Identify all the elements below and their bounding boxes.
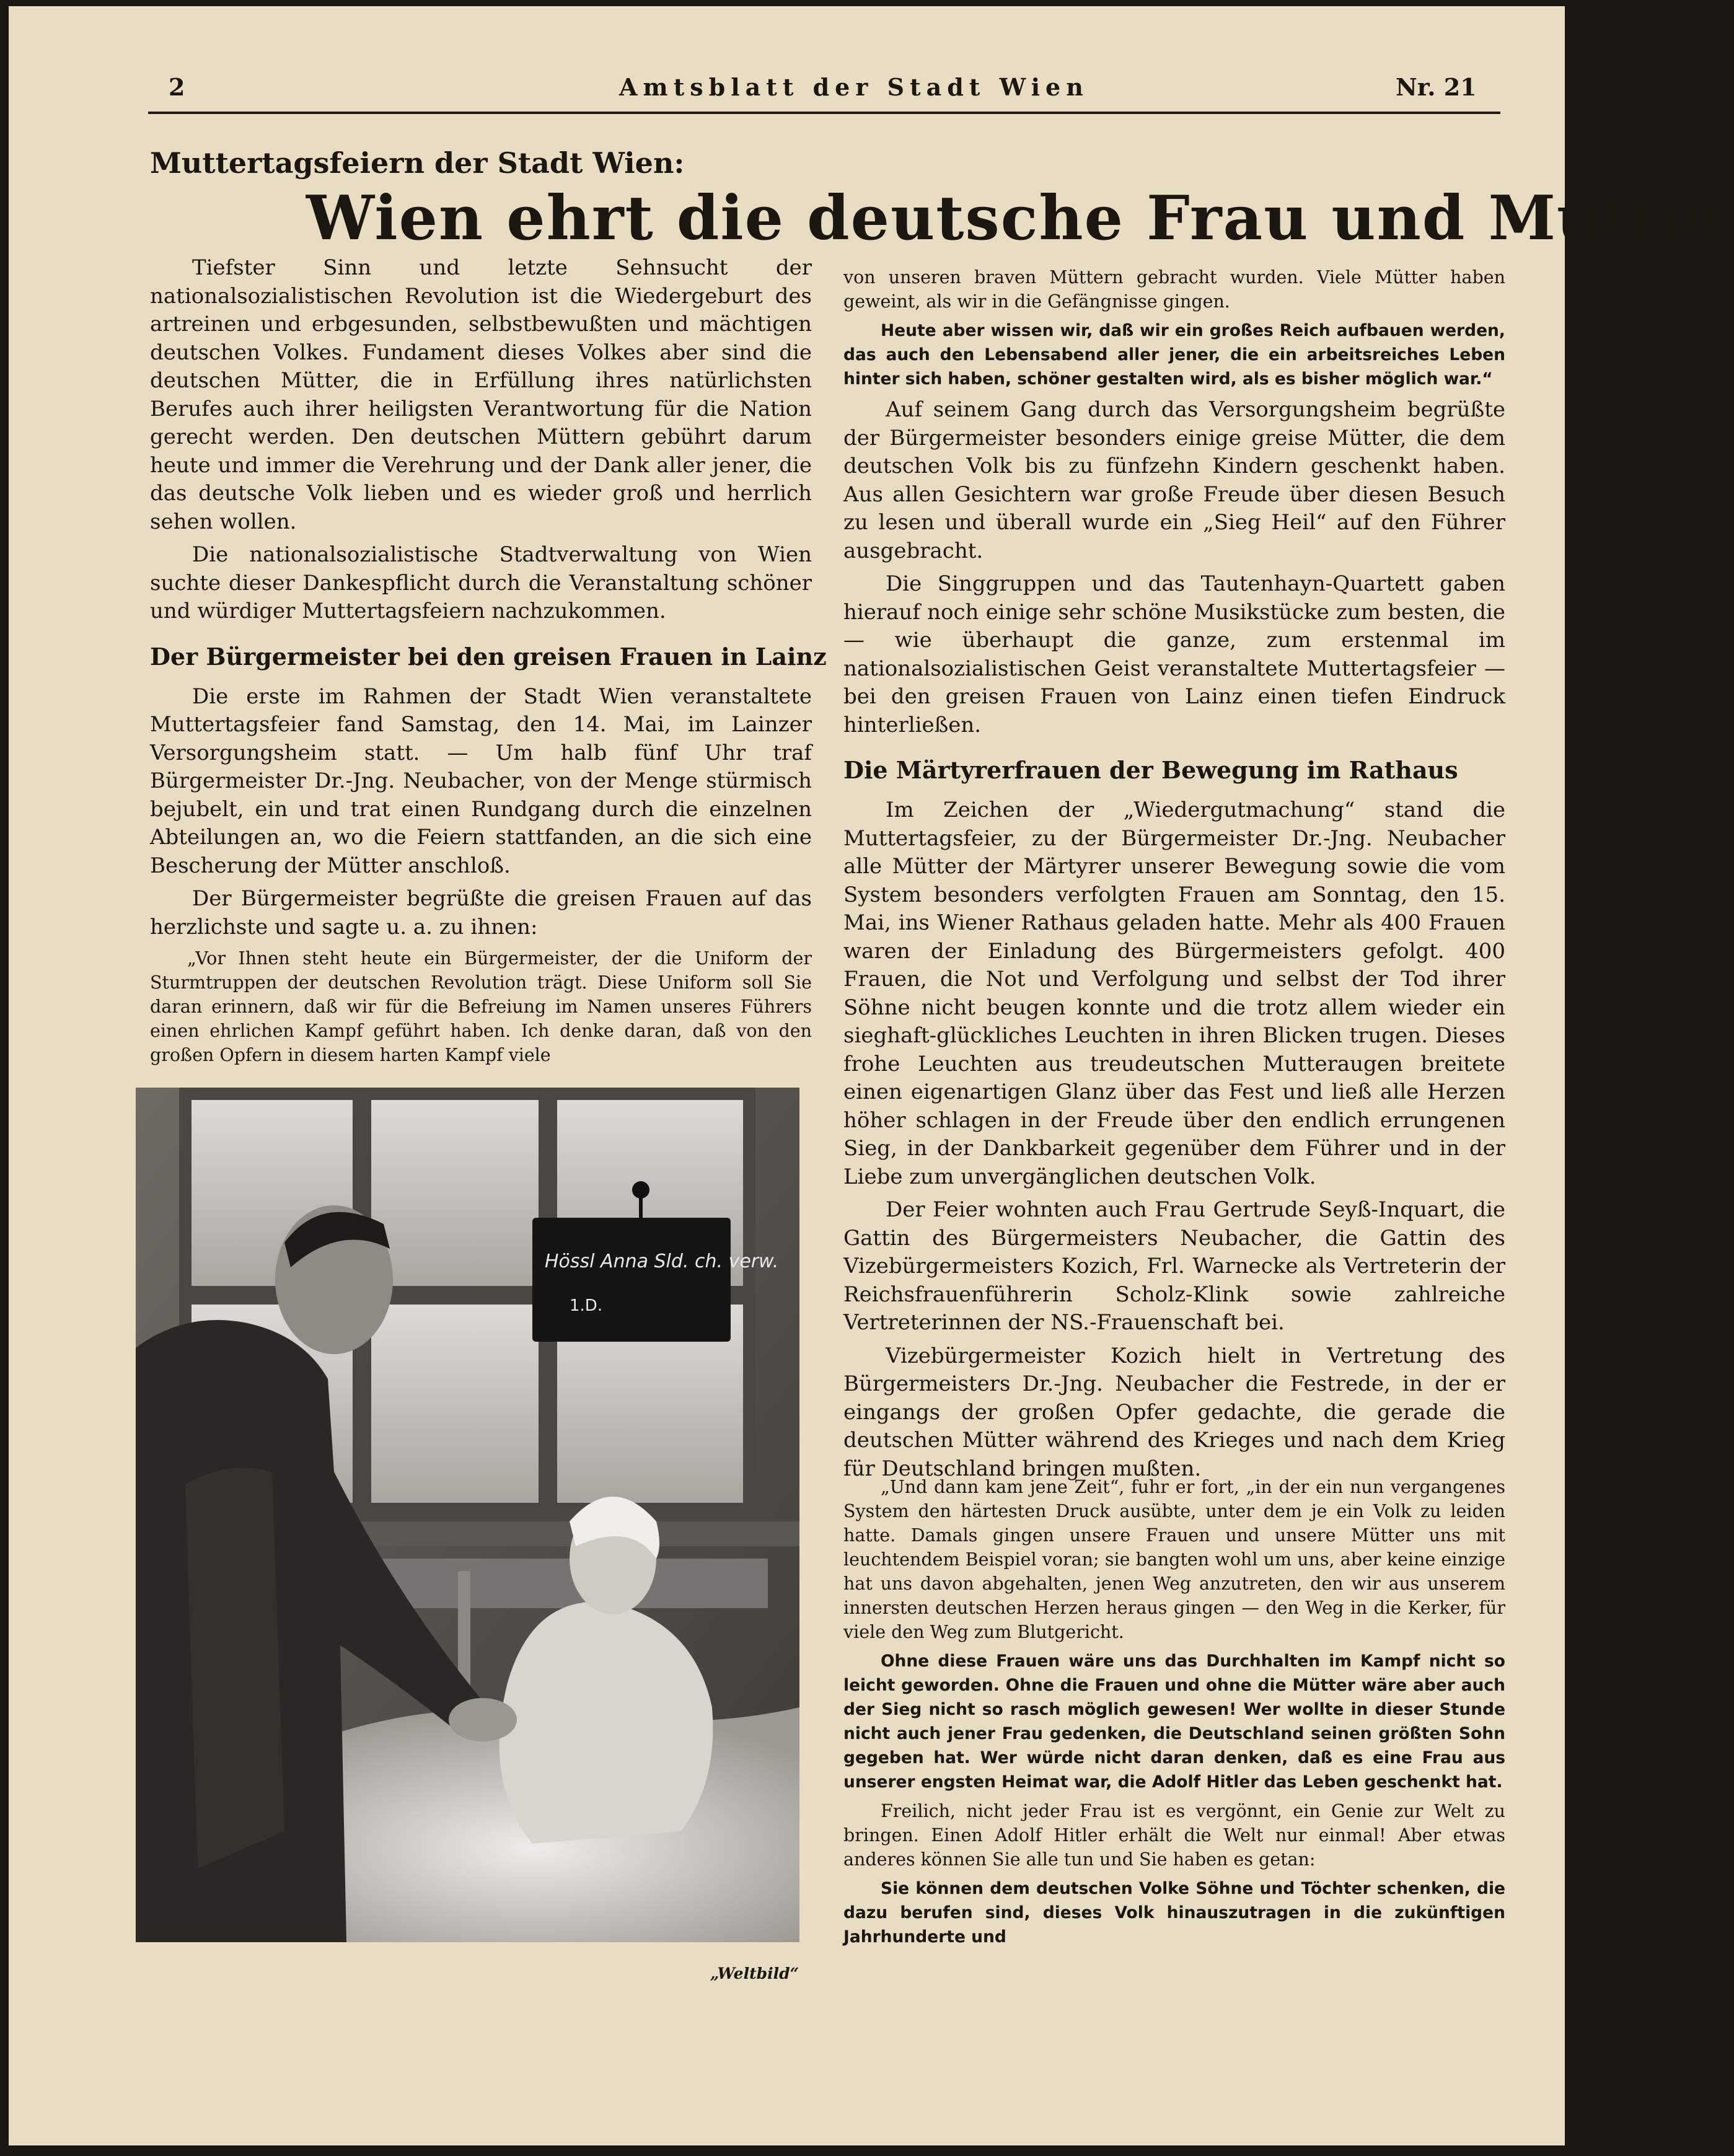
article-kicker: Muttertagsfeiern der Stadt Wien: [150,146,685,180]
quote-bold-paragraph: Heute aber wissen wir, daß wir ein großes Reich aufbauen werden, das auch den Lebensabend aller jener, die ein arbeitsreiches Leben hinter sich haben, schöner gestalten wird, als es bisher möglich war.“ [843,321,1505,389]
speech-bold-paragraph: Ohne diese Frauen wäre uns das Durchhalten im Kampf nicht so leicht geworden. Ohne die Frauen und ohne die Mütter wäre aber auch der Sieg nicht so rasch möglich gewesen! Wer wollte in dieser Stunde nicht auch jener Frau gedenken, die Deutschland seinen größten Sohn gegeben hat. Wer würde nicht daran denken, daß es eine Frau aus unserer engsten Heimat war, die Adolf Hitler das Leben geschenkt hat. [843,1652,1505,1792]
quote-paragraph: „Vor Ihnen steht heute ein Bürgermeister, der die Uniform der Sturmtruppen der deutschen Revolution trägt. Diese Uniform soll Sie daran erinnern, daß wir für die Befreiung im Namen unseres Führers einen ehrlichen Kampf geführt haben. Ich denke daran, daß von den großen Opfern in diesem harten Kampf viele [150,948,812,1065]
header-rule [148,112,1500,114]
speech-paragraph: „Und dann kam jene Zeit“, fuhr er fort, „in der ein nun vergangenes System den härtesten Druck ausübte, unter dem je ein Volk zu leiden hatte. Damals gingen unsere Frauen und unsere Mütter uns mit leuchtendem Beispiel voran; sie bangten wohl um uns, aber keine einzige hat uns davon abgehalten, jenen Weg anzutreten, den wir aus unserem innersten deutschen Herzen heraus gingen — den Weg in die Kerker, für viele den Weg zum Blutgericht. [843,1477,1505,1642]
subheading-rathaus: Die Märtyrerfrauen der Bewegung im Rathaus [843,756,1458,784]
speech-block [843,1475,1505,1954]
paragraph: Tiefster Sinn und letzte Sehnsucht der nationalsozialistischen Revolution ist die Wiedergeburt des artreinen und erbgesunden, selbstbewußten und mächtigen deutschen Volkes. Fundament dieses Volkes aber sind die deutschen Mütter, die in Erfüllung ihres natürlichsten Berufes auch ihrer heiligsten Verantwortung für die Nation gerecht werden. Den deutschen Müttern gebührt darum heute und immer die Verehrung und der Dank aller jener, die das deutsche Volk lieben und es wieder groß und herrlich sehen wollen. [150,255,812,534]
newspaper-page [9,6,1734,2145]
news-photo [136,1088,799,1942]
page-number: 2 [169,73,185,101]
sign-number: 1.D. [570,1296,603,1315]
sign-text: Hössl Anna Sld. ch. verw. [545,1251,779,1272]
quote-paragraph: von unseren braven Müttern gebracht wurden. Viele Mütter haben geweint, als wir in die Gefängnisse gingen. [843,267,1505,312]
photo-credit: „Weltbild“ [710,1965,799,1982]
paragraph: Die erste im Rahmen der Stadt Wien veranstaltete Muttertagsfeier fand Samstag, den 14. Mai, im Lainzer Versorgungsheim statt. — Um halb fünf Uhr traf Bürgermeister Dr.-Jng. Neubacher, von der Menge stürmisch bejubelt, ein und trat einen Rundgang durch die einzelnen Abteilungen an, wo die Feiern stattfanden, an die sich eine Bescherung der Mütter anschloß. [150,684,812,878]
left-column [150,254,827,1072]
paragraph: Der Feier wohnten auch Frau Gertrude Seyß-Inquart, die Gattin des Bürgermeisters Neubacher, die Gattin des Vizebürgermeisters Kozich, Frl. Warnecke als Vertreterin der Reichsfrauenführerin Scholz-Klink sowie zahlreiche Vertreterinnen der NS.-Frauenschaft bei. [843,1197,1505,1335]
paragraph: Auf seinem Gang durch das Versorgungsheim begrüßte der Bürgermeister besonders einige greise Mütter, die dem deutschen Volk bis zu fünfzehn Kindern geschenkt haben. Aus allen Gesichtern war große Freude über diesen Besuch zu lesen und überall wurde ein „Sieg Heil“ auf den Führer ausgebracht. [843,397,1505,563]
issue-number: Nr. 21 [1396,73,1477,101]
paragraph: Der Bürgermeister begrüßte die greisen Frauen auf das herzlichste und sagte u. a. zu ihnen: [150,886,812,939]
speech-paragraph: Freilich, nicht jeder Frau ist es vergönnt, ein Genie zur Welt zu bringen. Einen Adolf Hitler erhält die Welt nur einmal! Aber etwas anderes können Sie alle tun und Sie haben es getan: [843,1801,1505,1870]
paragraph: Vizebürgermeister Kozich hielt in Vertretung des Bürgermeisters Dr.-Jng. Neubacher die Festrede, in der er eingangs der großen Opfer gedachte, die gerade die deutschen Mütter während des Krieges und nach dem Krieg für Deutschland bringen mußten. [843,1343,1505,1481]
right-column [843,265,1505,1488]
paragraph: Die nationalsozialistische Stadtverwaltung von Wien suchte dieser Dankespflicht durch die Veranstaltung schöner und würdiger Muttertagsfeiern nachzukommen. [150,542,812,623]
article-headline: Wien ehrt die deutsche Frau und Mutter [306,183,1734,254]
publication-title: Amtsblatt der Stadt Wien [619,73,1089,101]
speech-bold-paragraph: Sie können dem deutschen Volke Söhne und Töchter schenken, die dazu berufen sind, dieses Volk hinauszutragen in die zukünftigen Jahrhunderte und [843,1879,1505,1947]
paragraph: Die Singgruppen und das Tautenhayn-Quartett gaben hierauf noch einige sehr schöne Musikstücke zum besten, die — wie überhaupt die ganze, zum erstenmal im nationalsozialistischen Geist veranstaltete Muttertagsfeier — bei den greisen Frauen von Lainz einen tiefen Eindruck hinterließen. [843,571,1505,737]
subheading-lainz: Der Bürgermeister bei den greisen Frauen in Lainz [150,642,827,671]
paragraph: Im Zeichen der „Wiedergutmachung“ stand die Muttertagsfeier, zu der Bürgermeister Dr.-Jng. Neubacher alle Mütter der Märtyrer unserer Bewegung sowie die vom System besonders verfolgten Frauen am Sonntag, den 15. Mai, ins Wiener Rathaus geladen hatte. Mehr als 400 Frauen waren der Einladung des Bürgermeisters gefolgt. 400 Frauen, die Not und Verfolgung und selbst der Tod ihrer Söhne nicht beugen konnte und die trotz allem wieder ein sieghaft-glückliches Leuchten in ihren Blicken trugen. Dieses frohe Leuchten aus treudeutschen Mutteraugen breitete einen eigenartigen Glanz über das Fest und ließ alle Herzen höher schlagen in der Freude über den endlich errungenen Sieg, in der Dankbarkeit gegenüber dem Führer und in der Liebe zum unvergänglichen deutschen Volk. [843,798,1505,1189]
